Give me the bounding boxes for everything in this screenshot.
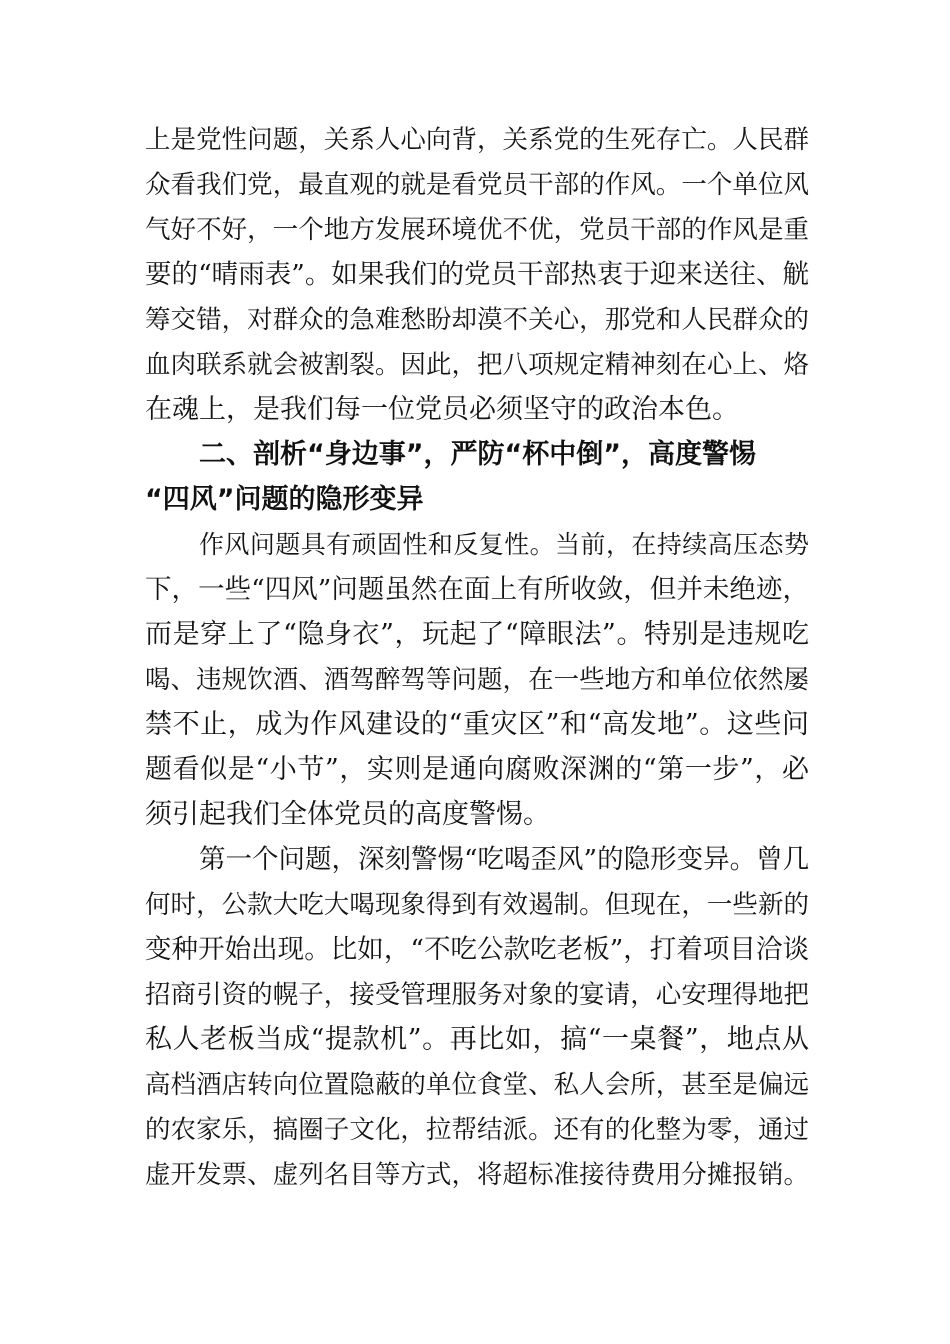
body-text-line: 而是穿上了“隐身衣”，玩起了“障眼法”。特别是违规吃 — [145, 619, 809, 650]
body-text-line: 上是党性问题，关系人心向背，关系党的生死存亡。人民群 — [145, 125, 809, 155]
body-text-line: 的农家乐，搞圈子文化，拉帮结派。还有的化整为零，通过 — [145, 1115, 809, 1145]
body-text-line: 作风问题具有顽固性和反复性。当前，在持续高压态势 — [199, 530, 809, 559]
body-text-line: 招商引资的幌子，接受管理服务对象的宴请，心安理得地把 — [145, 980, 809, 1010]
body-text-line: 高档酒店转向位置隐蔽的单位食堂、私人会所，甚至是偏远 — [145, 1070, 809, 1100]
body-text-line: 在魂上，是我们每一位党员必须坚守的政治本色。 — [145, 394, 739, 425]
body-text-line: 筹交错，对群众的急难愁盼却漠不关心，那党和人民群众的 — [145, 305, 809, 335]
section-heading: 二、剖析“身边事”，严防“杯中倒”，高度警惕 — [199, 439, 756, 470]
body-text-line: 下，一些“四风”问题虽然在面上有所收敛，但并未绝迹， — [145, 574, 809, 605]
body-text-line: 要的“晴雨表”。如果我们的党员干部热衷于迎来送往、觥 — [145, 259, 809, 290]
body-text-line: 私人老板当成“提款机”。再比如，搞“一桌餐”，地点从 — [145, 1024, 809, 1055]
body-text-line: 虚开发票、虚列名目等方式，将超标准接待费用分摊报销。 — [145, 1160, 809, 1190]
body-text-line: 题看似是“小节”，实则是通向腐败深渊的“第一步”，必 — [145, 754, 809, 785]
body-text-line: 第一个问题，深刻警惕“吃喝歪风”的隐形变异。曾几 — [199, 844, 810, 875]
section-heading: “四风”问题的隐形变异 — [145, 484, 424, 515]
body-text-line: 众看我们党，最直观的就是看党员干部的作风。一个单位风 — [145, 170, 809, 200]
body-text-line: 喝、违规饮酒、酒驾醉驾等问题，在一些地方和单位依然屡 — [145, 665, 809, 695]
body-text-line: 血肉联系就会被割裂。因此，把八项规定精神刻在心上、烙 — [145, 350, 809, 380]
body-text-line: 须引起我们全体党员的高度警惕。 — [145, 799, 550, 830]
body-text-line: 何时，公款大吃大喝现象得到有效遏制。但现在，一些新的 — [145, 890, 809, 920]
body-text-line: 变种开始出现。比如，“不吃公款吃老板”，打着项目洽谈 — [145, 934, 809, 965]
body-text-line: 禁不止，成为作风建设的“重灾区”和“高发地”。这些问 — [145, 709, 809, 740]
body-text-line: 气好不好，一个地方发展环境优不优，党员干部的作风是重 — [145, 215, 809, 245]
